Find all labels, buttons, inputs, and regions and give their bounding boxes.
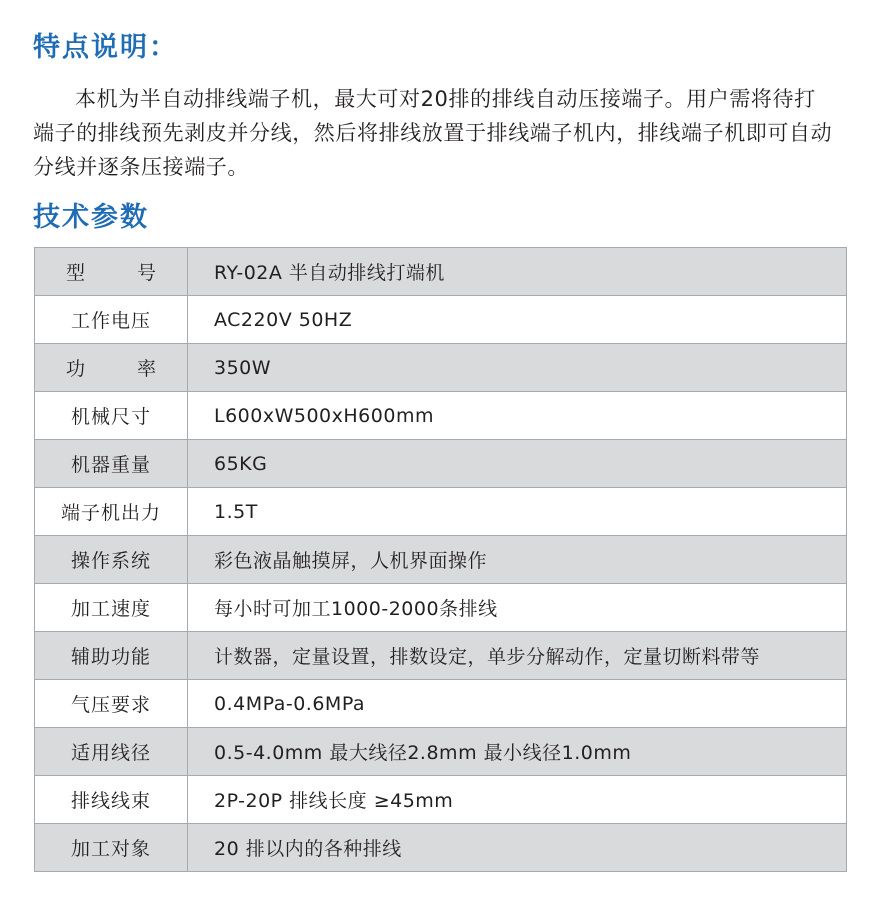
table-row	[35, 632, 847, 680]
spec-value: 350W	[188, 344, 847, 392]
spec-value: 彩色液晶触摸屏，人机界面操作	[188, 536, 847, 584]
spec-label-char: 功	[66, 358, 86, 380]
spec-value: 计数器，定量设置，排数设定，单步分解动作，定量切断料带等	[188, 632, 847, 680]
spec-label: 适用线径	[35, 728, 188, 776]
table-row	[35, 248, 847, 296]
table-row	[35, 392, 847, 440]
spec-value: 20 排以内的各种排线	[188, 824, 847, 872]
spec-value: 1.5T	[188, 488, 847, 536]
features-description	[33, 82, 833, 184]
spec-label: 加工速度	[35, 584, 188, 632]
table-row	[35, 728, 847, 776]
table-row	[35, 536, 847, 584]
spec-label-char: 号	[136, 262, 156, 284]
spec-label	[35, 344, 188, 392]
table-row	[35, 776, 847, 824]
features-heading: 特点说明：	[33, 32, 178, 63]
spec-value: AC220V 50HZ	[188, 296, 847, 344]
spec-label: 工作电压	[35, 296, 188, 344]
spec-value: 0.5-4.0mm 最大线径2.8mm 最小线径1.0mm	[188, 728, 847, 776]
spec-value: RY-02A 半自动排线打端机	[188, 248, 847, 296]
spec-label: 加工对象	[35, 824, 188, 872]
specs-heading: 技术参数	[33, 202, 149, 233]
spec-value: 65KG	[188, 440, 847, 488]
spec-label-spread	[66, 258, 156, 285]
spec-label: 排线线束	[35, 776, 188, 824]
spec-label: 操作系统	[35, 536, 188, 584]
specs-table	[34, 247, 847, 872]
table-row	[35, 488, 847, 536]
spec-label-spread	[66, 354, 156, 381]
spec-label	[35, 248, 188, 296]
table-row	[35, 440, 847, 488]
spec-value: 2P-20P 排线长度 ≥45mm	[188, 776, 847, 824]
spec-value: 0.4MPa-0.6MPa	[188, 680, 847, 728]
table-row	[35, 296, 847, 344]
spec-label: 辅助功能	[35, 632, 188, 680]
spec-label: 端子机出力	[35, 488, 188, 536]
spec-value: 每小时可加工1000-2000条排线	[188, 584, 847, 632]
spec-value: L600xW500xH600mm	[188, 392, 847, 440]
spec-label: 气压要求	[35, 680, 188, 728]
table-row	[35, 824, 847, 872]
spec-label: 机械尺寸	[35, 392, 188, 440]
spec-label: 机器重量	[35, 440, 188, 488]
spec-label-char: 型	[66, 262, 86, 284]
table-row	[35, 344, 847, 392]
table-row	[35, 584, 847, 632]
description-paragraph: 本机为半自动排线端子机，最大可对20排的排线自动压接端子。用户需将待打端子的排线预先剥皮并分线，然后将排线放置于排线端子机内，排线端子机即可自动分线并逐条压接端子。	[33, 87, 833, 179]
table-row	[35, 680, 847, 728]
spec-label-char: 率	[136, 358, 156, 380]
